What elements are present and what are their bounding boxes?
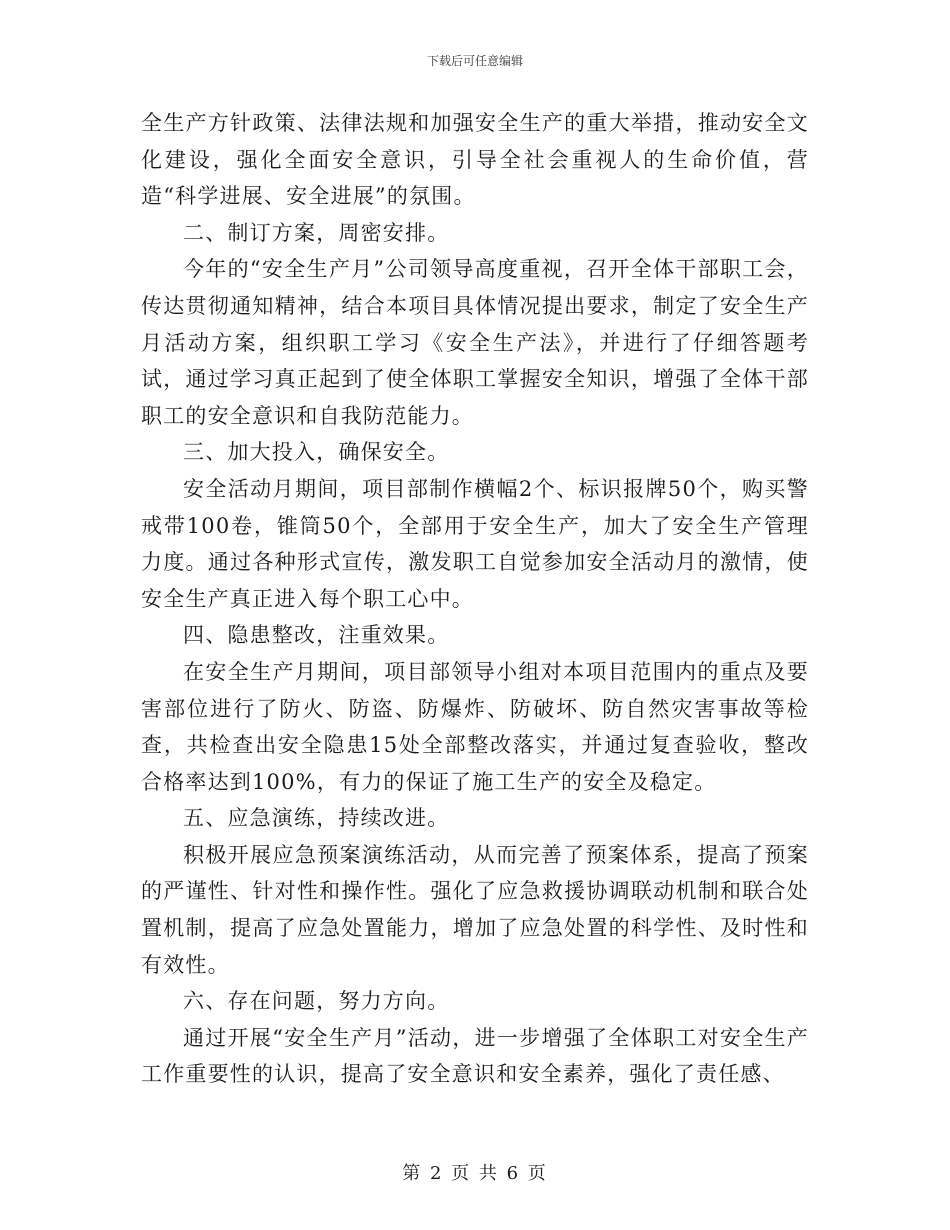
section-heading-4: 四、隐患整改，注重效果。	[183, 623, 450, 648]
section-heading-5: 五、应急演练，持续改进。	[183, 806, 450, 831]
section-heading-3: 三、加大投入，确保安全。	[183, 440, 450, 465]
paragraph-1: 全生产方针政策、法律法规和加强安全生产的重大举措，推动安全文化建设，强化全面安全意识，引导全社会重视人的生命价值，营造“科学进展、安全进展”的氛围。	[141, 111, 809, 209]
section-heading-6: 六、存在问题，努力方向。	[183, 989, 450, 1014]
section-heading-2: 二、制订方案，周密安排。	[183, 220, 450, 245]
document-body	[141, 105, 809, 1093]
page-number: 第 2 页 共 6 页	[402, 1163, 548, 1184]
paragraph-2: 今年的“安全生产月”公司领导高度重视，召开全体干部职工会，传达贯彻通知精神，结合本项目具体情况提出要求，制定了安全生产月活动方案，组织职工学习《安全生产法》，并进行了仔细答题考试，通过学习真正起到了使全体职工掌握安全知识，增强了全体干部职工的安全意识和自我防范能力。	[141, 257, 809, 428]
paragraph-4: 在安全生产月期间，项目部领导小组对本项目范围内的重点及要害部位进行了防火、防盗、防爆炸、防破坏、防自然灾害事故等检查，共检查出安全隐患15处全部整改落实，并通过复查验收，整改合格率达到100%，有力的保证了施工生产的安全及稳定。	[141, 659, 809, 794]
paragraph-5: 积极开展应急预案演练活动，从而完善了预案体系，提高了预案的严谨性、针对性和操作性。强化了应急救援协调联动机制和联合处置机制，提高了应急处置能力，增加了应急处置的科学性、及时性和有效性。	[141, 842, 809, 977]
paragraph-3: 安全活动月期间，项目部制作横幅2个、标识报牌50个，购买警戒带100卷，锥筒50个，全部用于安全生产，加大了安全生产管理力度。通过各种形式宣传，激发职工自觉参加安全活动月的激情，使安全生产真正进入每个职工心中。	[141, 476, 809, 611]
page-header: 下载后可任意编辑	[426, 54, 523, 68]
paragraph-6: 通过开展“安全生产月”活动，进一步增强了全体职工对安全生产工作重要性的认识，提高了安全意识和安全素养，强化了责任感、	[141, 1025, 809, 1087]
